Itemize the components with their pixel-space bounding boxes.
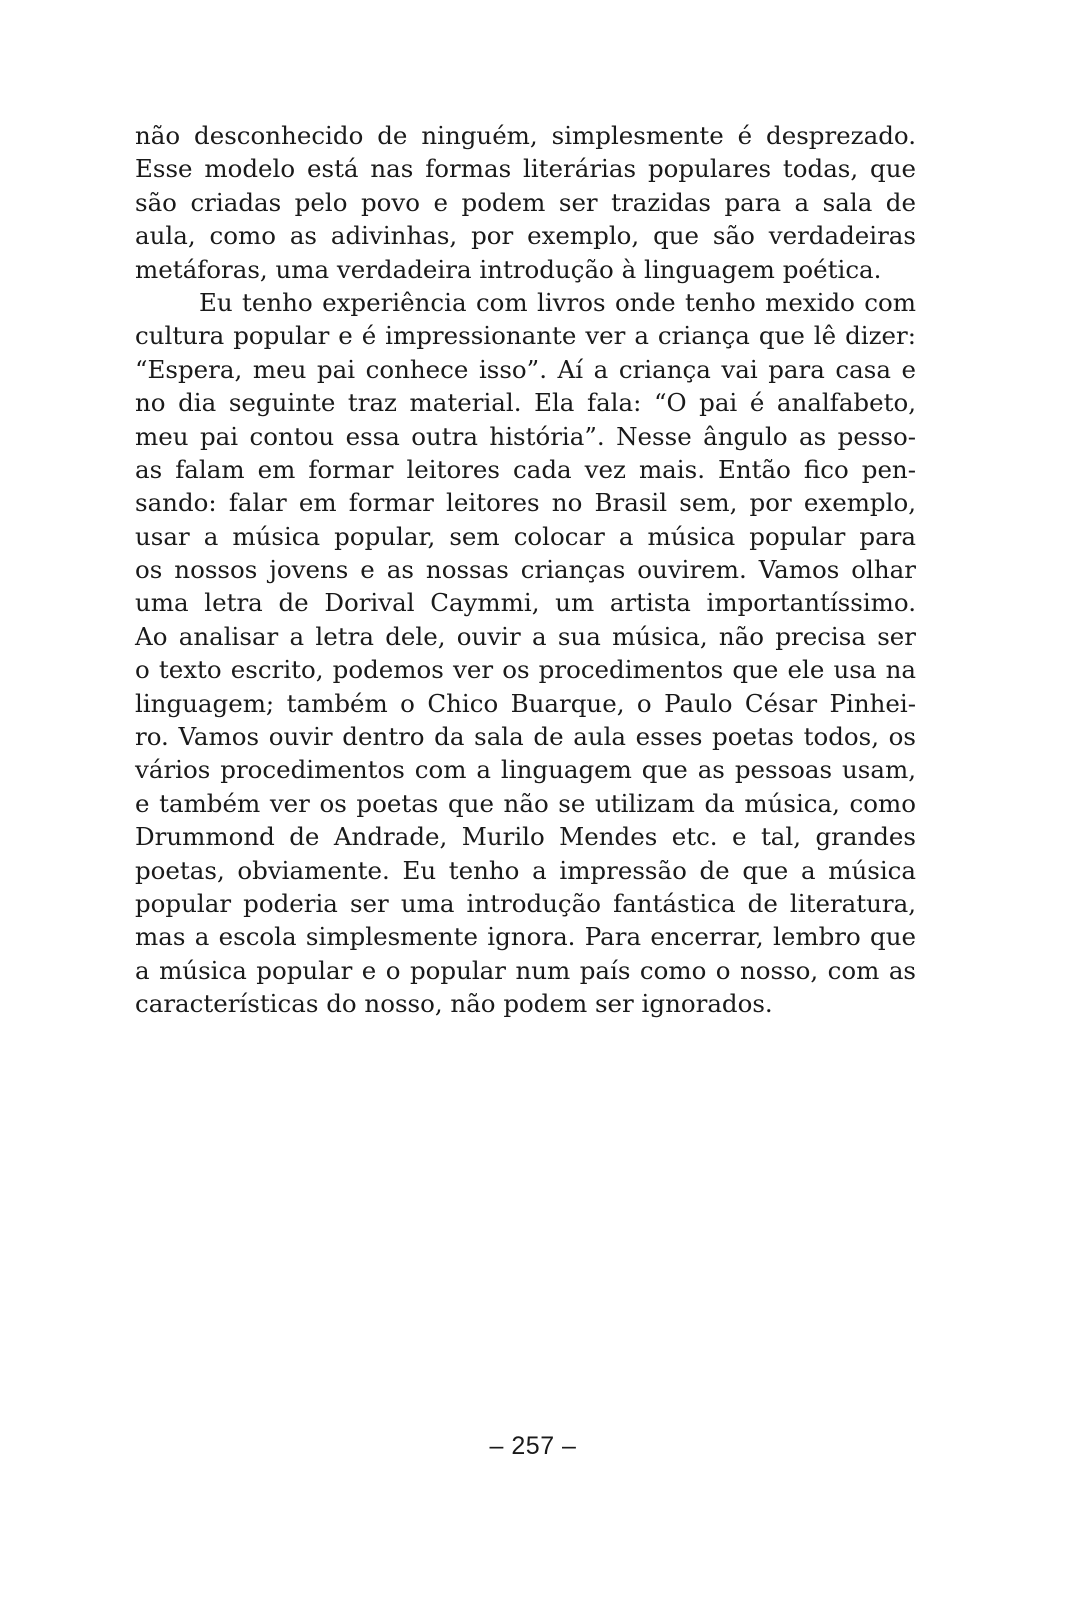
page-number: – 257 – — [489, 1432, 577, 1460]
text-line: os nossos jovens e as nossas crianças ouvirem. Vamos olhar — [135, 555, 916, 585]
text-line: no dia seguinte traz material. Ela fala: “O pai é analfabeto, — [135, 388, 916, 418]
text-line: uma letra de Dorival Caymmi, um artista importantíssimo. — [135, 588, 916, 618]
text-line: usar a música popular, sem colocar a música popular para — [135, 521, 916, 551]
text-line: características do nosso, não podem ser ignorados. — [135, 989, 773, 1019]
text-line: o texto escrito, podemos ver os procedimentos que ele usa na — [135, 655, 916, 685]
text-line: meu pai contou essa outra história”. Nesse ângulo as pesso- — [135, 421, 916, 451]
paragraph-first-line: Eu tenho experiência com livros onde tenho mexido com — [199, 287, 916, 317]
body-text — [135, 119, 916, 1021]
text-line: as falam em formar leitores cada vez mais. Então fico pen- — [135, 454, 916, 484]
text-line: sando: falar em formar leitores no Brasil sem, por exemplo, — [135, 488, 916, 518]
text-line: são criadas pelo povo e podem ser trazidas para a sala de — [135, 187, 916, 217]
text-line: vários procedimentos com a linguagem que as pessoas usam, — [135, 755, 916, 785]
text-line: linguagem; também o Chico Buarque, o Paulo César Pinhei- — [135, 688, 916, 718]
text-line: Drummond de Andrade, Murilo Mendes etc. e tal, grandes — [135, 822, 916, 852]
text-line: e também ver os poetas que não se utilizam da música, como — [135, 788, 916, 818]
text-line: cultura popular e é impressionante ver a criança que lê dizer: — [135, 321, 916, 351]
text-line: Esse modelo está nas formas literárias populares todas, que — [135, 154, 916, 184]
text-line: não desconhecido de ninguém, simplesmente é desprezado. — [135, 121, 916, 150]
text-line: ro. Vamos ouvir dentro da sala de aula esses poetas todos, os — [135, 722, 916, 752]
text-line: poetas, obviamente. Eu tenho a impressão de que a música — [135, 855, 916, 885]
text-line: metáforas, uma verdadeira introdução à linguagem poética. — [135, 254, 882, 284]
text-line: mas a escola simplesmente ignora. Para encerrar, lembro que — [135, 922, 916, 952]
text-line: popular poderia ser uma introdução fantástica de literatura, — [135, 888, 916, 918]
text-line: “Espera, meu pai conhece isso”. Aí a criança vai para casa e — [135, 354, 916, 384]
text-line: Ao analisar a letra dele, ouvir a sua música, não precisa ser — [135, 621, 916, 651]
text-line: a música popular e o popular num país como o nosso, com as — [135, 955, 916, 985]
text-line: aula, como as adivinhas, por exemplo, que são verdadeiras — [135, 221, 916, 251]
